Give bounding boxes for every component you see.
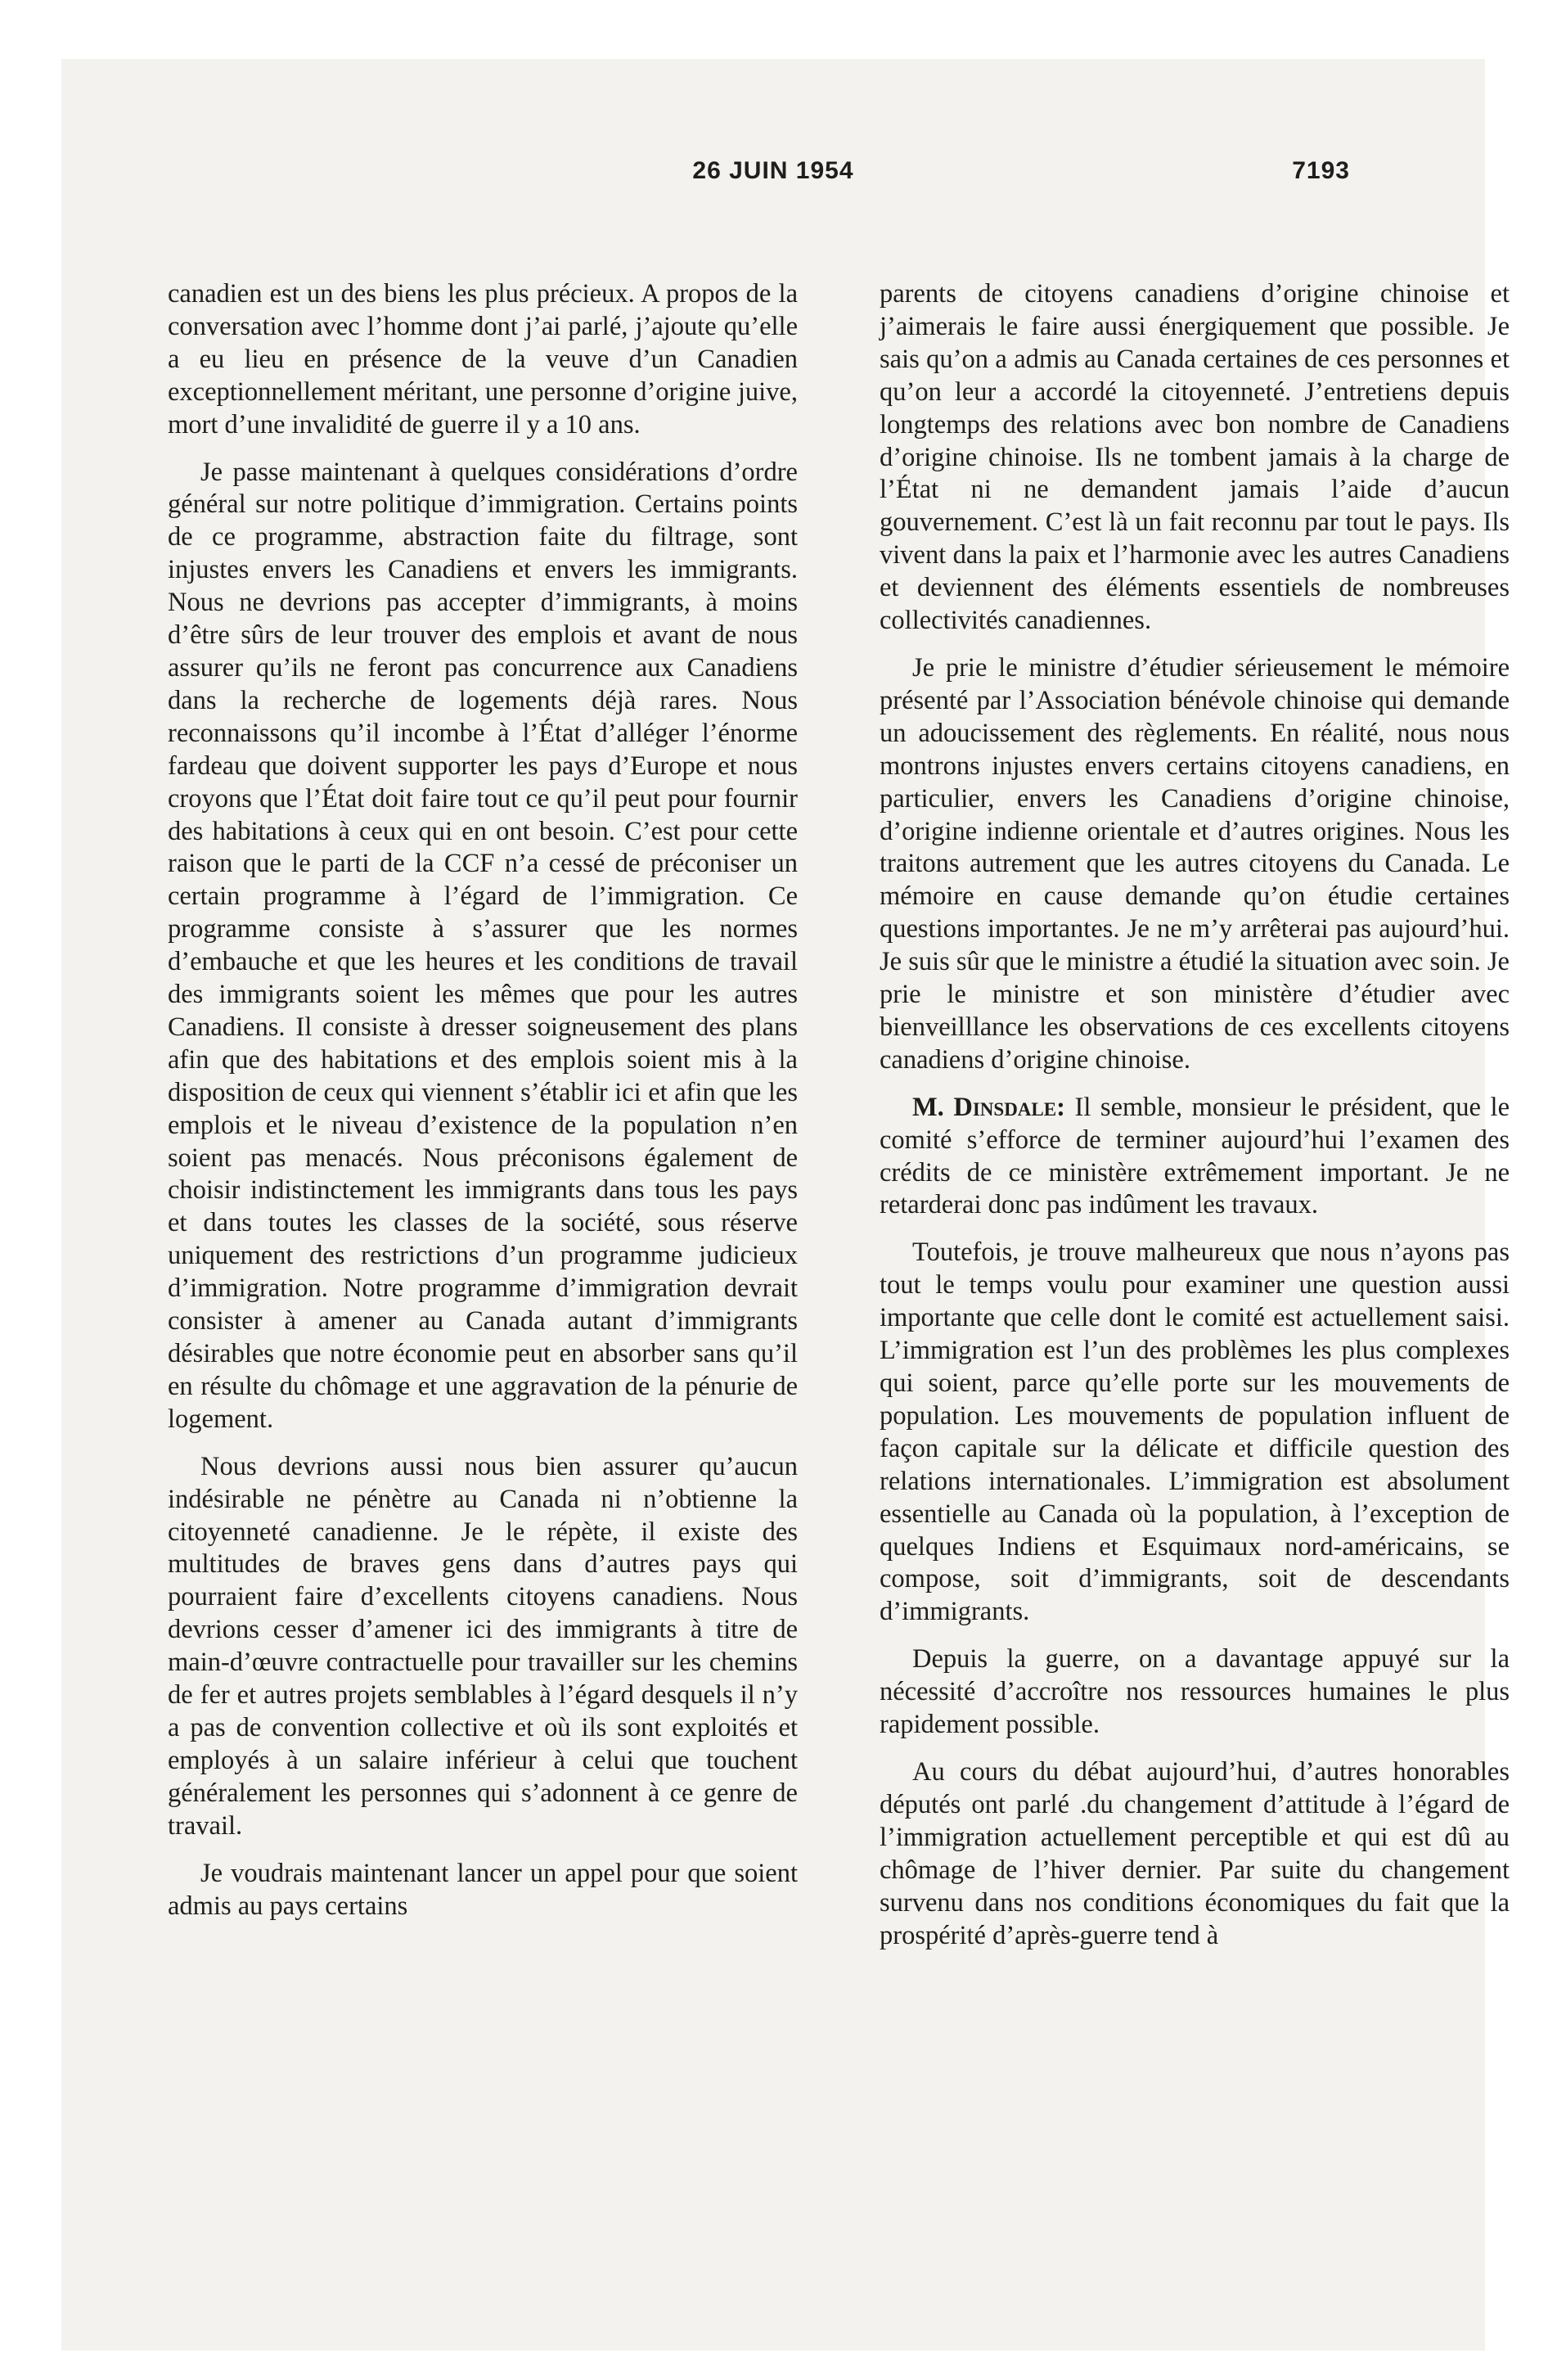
paragraph: Je prie le ministre d’étudier sérieusement le mémoire présenté par l’Association bénévole chinoise qui demande un adoucissement des règlements. En réalité, nous nous montrons injustes envers certains citoyens canadiens, en particulier, envers les Canadiens d’origine chinoise, d’origine indienne orientale et d’autres origines. Nous les traitons autrement que les autres citoyens du Canada. Le mémoire en cause demande qu’on étudie certaines questions importantes. Je ne m’y arrêterai pas aujourd’hui. Je suis sûr que le ministre a étudié la situation avec soin. Je prie le ministre et son ministère d’étudier avec bienveilllance les observations de ces excellents citoyens canadiens d’origine chinoise. xyxy=(880,652,1510,1075)
speaker-paragraph xyxy=(880,1092,1510,1223)
paragraph: Je passe maintenant à quelques considérations d’ordre général sur notre politique d’immigration. Certains points de ce programme, abstraction faite du filtrage, sont injustes envers les Canadiens et envers les immigrants. Nous ne devrions pas accepter d’immigrants, à moins d’être sûrs de leur trouver des emplois et avant de nous assurer qu’ils ne feront pas concurrence aux Canadiens dans la recherche de logements déjà rares. Nous reconnaissons qu’il incombe à l’État d’alléger l’énorme fardeau que doivent supporter les pays d’Europe et nous croyons que l’État doit faire tout ce qu’il peut pour fournir des habitations à ceux qui en ont besoin. C’est pour cette raison que le parti de la CCF n’a cessé de préconiser un certain programme à l’égard de l’immigration. Ce programme consiste à s’assurer que les normes d’embauche et que les heures et les conditions de travail des immigrants soient les mêmes que pour les autres Canadiens. Il consiste à dresser soigneusement des plans afin que des habitations et des emplois soient mis à la disposition de ceux qui viennent s’établir ici et afin que les emplois et le niveau d’existence de la population n’en soient pas menacés. Nous préconisons également de choisir indistinctement les immigrants dans tous les pays et dans toutes les classes de la société, sous réserve uniquement des restrictions d’un programme judicieux d’immigration. Notre programme d’immigration devrait consister à amener au Canada autant d’immigrants désirables que notre économie peut en absorber sans qu’il en résulte du chômage et une aggravation de la pénurie de logement. xyxy=(168,457,798,1434)
speaker-name: M. Dinsdale: xyxy=(912,1092,1065,1122)
running-head xyxy=(61,157,1485,198)
paragraph: Je voudrais maintenant lancer un appel pour que soient admis au pays certains xyxy=(168,1858,798,1921)
paragraph: parents de citoyens canadiens d’origine chinoise et j’aimerais le faire aussi énergiquement que possible. Je sais qu’on a admis au Canada certaines de ces personnes et qu’on leur a accordé la citoyenneté. J’entretiens depuis longtemps des relations avec bon nombre de Canadiens d’origine chinoise. Ils ne tombent jamais à la charge de l’État ni ne demandent jamais l’aide d’aucun gouvernement. C’est là un fait reconnu par tout le pays. Ils vivent dans la paix et l’harmonie avec les autres Canadiens et deviennent des éléments essentiels de nombreuses collectivités canadiennes. xyxy=(880,279,1510,636)
page-number: 7193 xyxy=(1292,157,1350,184)
paragraph: Toutefois, je trouve malheureux que nous n’ayons pas tout le temps voulu pour examiner une question aussi importante que celle dont le comité est actuellement saisi. L’immigration est l’un des problèmes les plus complexes qui soient, parce qu’elle porte sur les mouvements de population. Les mouvements de population influent de façon capitale sur la délicate et difficile question des relations internationales. L’immigration est absolument essentielle au Canada où la population, à l’exception de quelques Indiens et Esquimaux nord-américains, se compose, soit d’immigrants, soit de descendants d’immigrants. xyxy=(880,1237,1510,1627)
page-date: 26 JUIN 1954 xyxy=(692,157,854,184)
paragraph: Au cours du débat aujourd’hui, d’autres honorables députés ont parlé .du changement d’attitude à l’égard de l’immigration actuellement perceptible et qui est dû au chômage de l’hiver dernier. Par suite du changement survenu dans nos conditions économiques du fait que la prospérité d’après-guerre tend à xyxy=(880,1756,1510,1950)
left-column xyxy=(168,278,798,1937)
speaker-text: Il semble, monsieur le président, que le comité s’efforce de terminer aujourd’hui l’examen des crédits de ce ministère extrêmement important. Je ne retarderai donc pas indûment les travaux. xyxy=(880,1092,1510,1220)
page-sheet xyxy=(61,59,1510,2351)
paragraph: Nous devrions aussi nous bien assurer qu’aucun indésirable ne pénètre au Canada ni n’obtienne la citoyenneté canadienne. Je le répète, il existe des multitudes de braves gens dans d’autres pays qui pourraient faire d’excellents citoyens canadiens. Nous devrions cesser d’amener ici des immigrants à titre de main-d’œuvre contractuelle pour travailler sur les chemins de fer et autres projets semblables à l’égard desquels il n’y a pas de convention collective et où ils sont exploités et employés à un salaire inférieur à celui que touchent généralement les personnes qui s’adonnent à ce genre de travail. xyxy=(168,1451,798,1841)
paragraph: canadien est un des biens les plus précieux. A propos de la conversation avec l’homme dont j’ai parlé, j’ajoute qu’elle a eu lieu en présence de la veuve d’un Canadien exceptionnellement méritant, une personne d’origine juive, mort d’une invalidité de guerre il y a 10 ans. xyxy=(168,279,798,439)
right-column xyxy=(880,278,1510,1967)
paragraph: Depuis la guerre, on a davantage appuyé sur la nécessité d’accroître nos ressources humaines le plus rapidement possible. xyxy=(880,1644,1510,1740)
